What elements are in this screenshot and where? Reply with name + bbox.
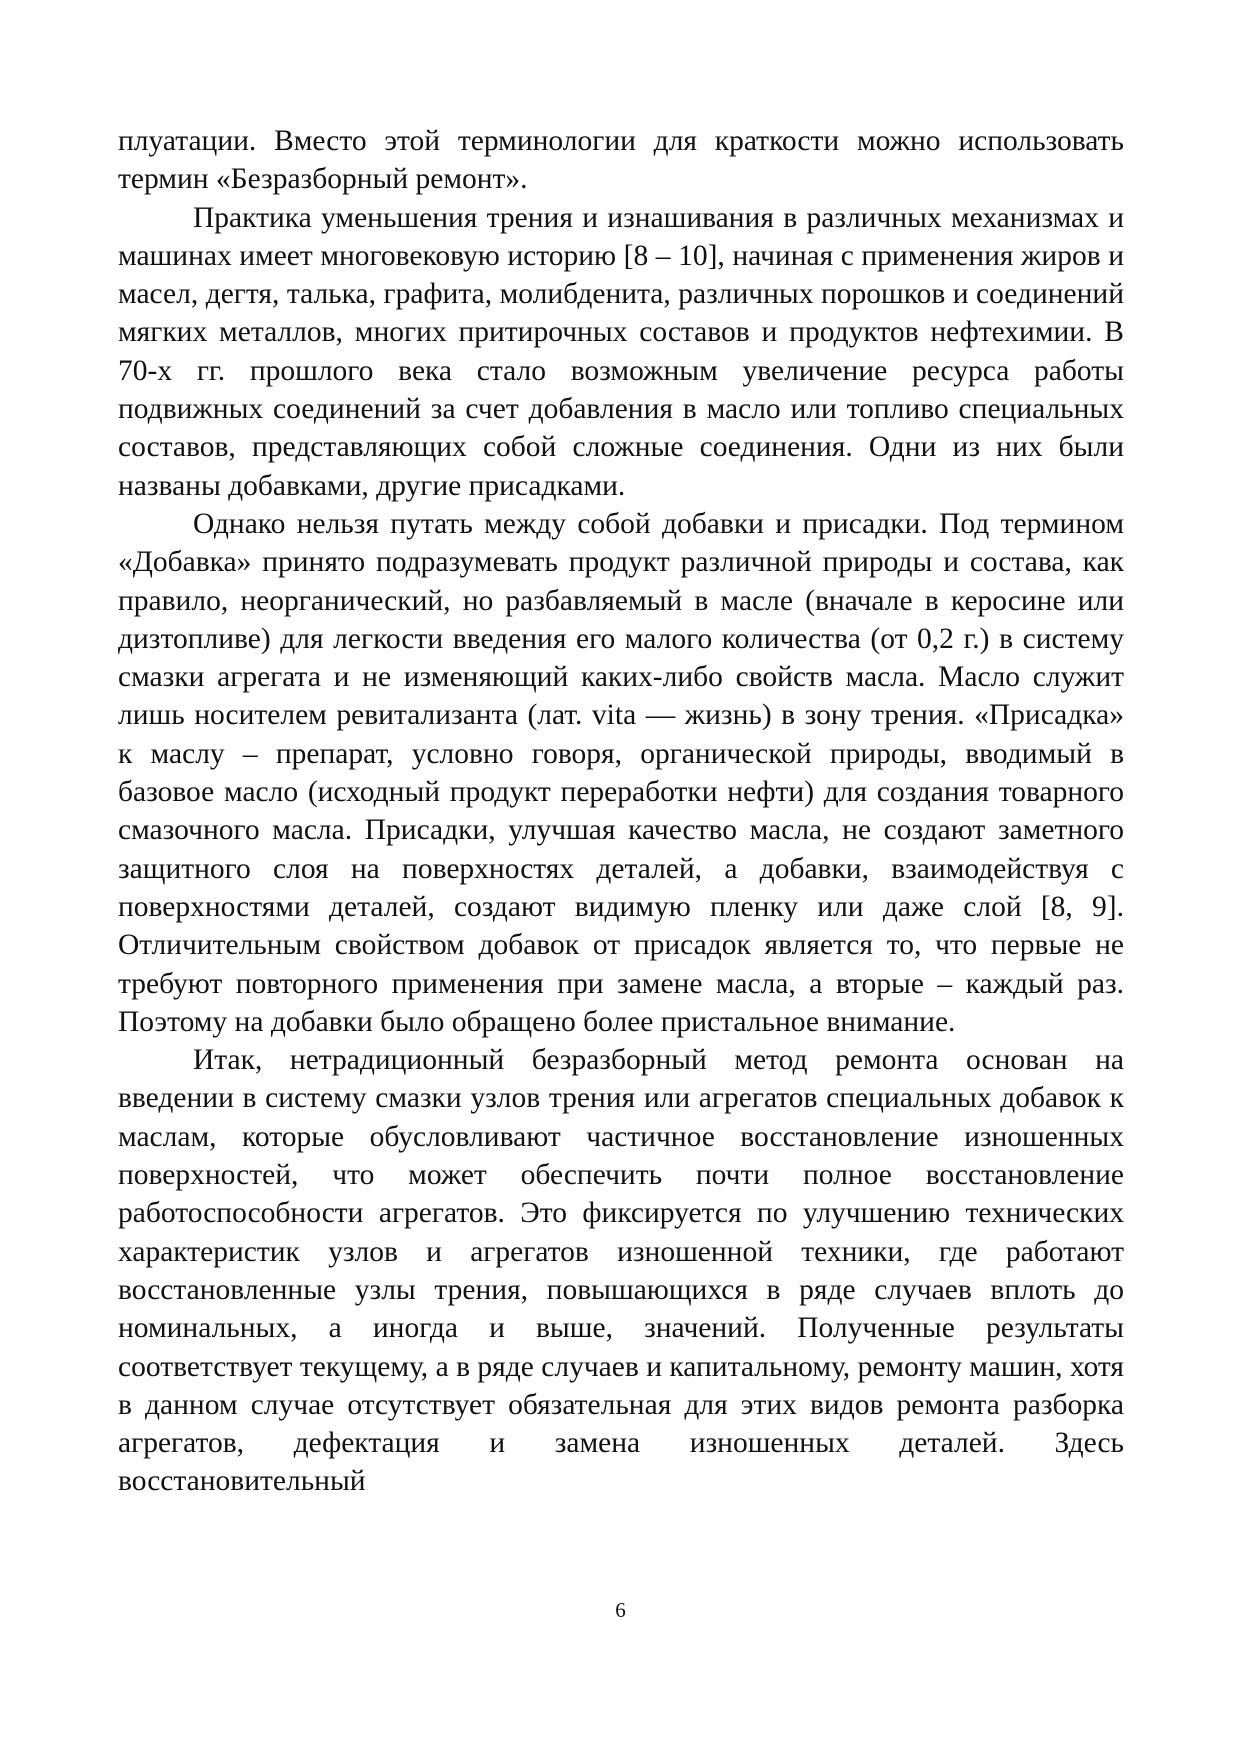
- paragraph-friction-history: Практика уменьшения трения и изнашивания в различных механизмах и машинах имеет многовековую историю [8 – 10], начиная с применения жиров и масел, дегтя, талька, графита, молибденита, различных порошков и соединений мягких металлов, многих притирочных составов и продуктов нефтехимии. В 70-х гг. прошлого века стало возможным увеличение ресурса работы подвижных соединений за счет добавления в масло или топливо специальных составов, представляющих собой сложные соединения. Одни из них были названы добавками, другие присадками.: [118, 201, 1124, 502]
- paragraph-additives-vs-dopants: Однако нельзя путать между собой добавки и присадки. Под термином «Добавка» принято подразумевать продукт различной природы и состава, как правило, неорганический, но разбавляемый в масле (вначале в керосине или дизтопливе) для легкости введения его малого количества (от 0,2 г.) в систему смазки агрегата и не изменяющий каких-либо свойств масла. Масло служит лишь носителем ревитализанта (лат. vita — жизнь) в зону трения. «Присадка» к маслу – препарат, условно говоря, органической природы, вводимый в базовое масло (исходный продукт переработки нефти) для создания товарного смазочного масла. Присадки, улучшая качество масла, не создают заметного защитного слоя на поверхностях деталей, а добавки, взаимодействуя с поверхностями деталей, создают видимую пленку или даже слой [8, 9]. Отличительным свойством добавок от присадок является то, что первые не требуют повторного применения при замене масла, а вторые – каждый раз. Поэтому на добавки было обращено более пристальное внимание.: [118, 507, 1124, 1038]
- paragraph-nontraditional-repair: Итак, нетрадиционный безразборный метод ремонта основан на введении в систему смазки узлов трения или агрегатов специальных добавок к маслам, которые обусловливают частичное восстановление изношенных поверхностей, что может обеспечить почти полное восстановление работоспособности агрегатов. Это фиксируется по улучшению технических характеристик узлов и агрегатов изношенной техники, где работают восстановленные узлы трения, повышающихся в ряде случаев вплоть до номинальных, а иногда и выше, значений. Полученные результаты соответствует текущему, а в ряде случаев и капитальному, ремонту машин, хотя в данном случае отсутствует обязательная для этих видов ремонта разборка агрегатов, дефектация и замена изношенных деталей. Здесь восстановительный: [118, 1044, 1124, 1498]
- paragraph-continuation: плуатации. Вместо этой терминологии для краткости можно использовать термин «Безразборный ремонт».: [118, 125, 1124, 196]
- page-number: 6: [615, 1598, 626, 1622]
- page-body: [118, 122, 1124, 1501]
